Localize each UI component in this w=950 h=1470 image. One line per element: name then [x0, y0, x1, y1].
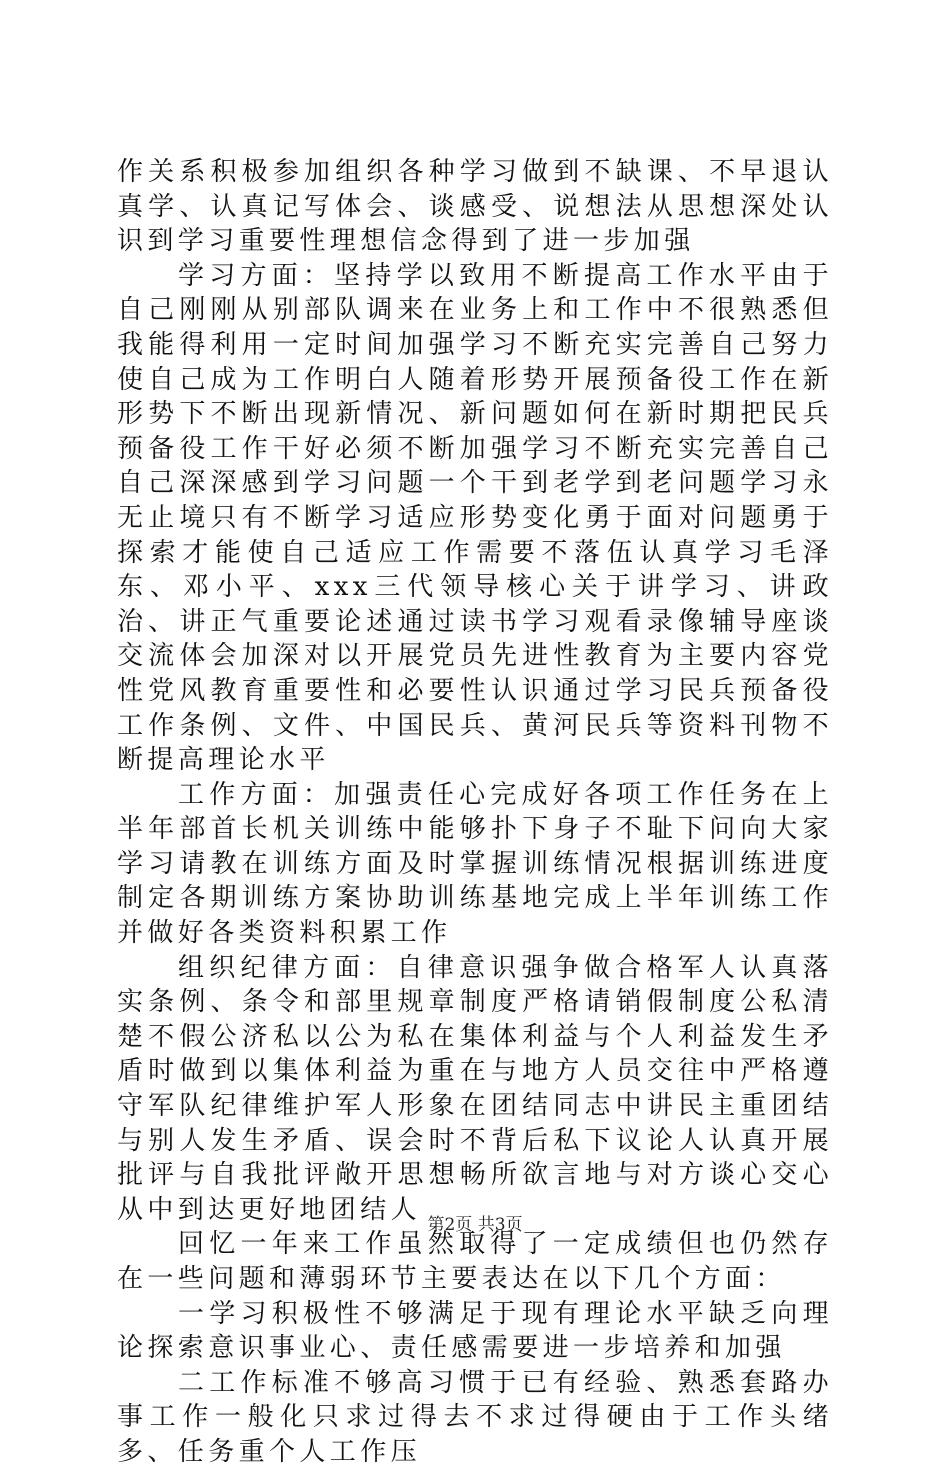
paragraph-continuation: 作关系积极参加组织各种学习做到不缺课、不早退认真学、认真记写体会、谈感受、说想法从思想深处认识到学习重要性理想信念得到了进一步加强: [117, 157, 833, 257]
paragraph-work: 工作方面：加强责任心完成好各项工作任务在上半年部首长机关训练中能够扑下身子不耻下问向大家学习请教在训练方面及时掌握训练情况根据训练进度制定各期训练方案协助训练基地完成上半年训练工作并做好各类资料积累工作: [117, 779, 833, 949]
paragraph-study: 学习方面：坚持学以致用不断提高工作水平由于自己刚刚从别部队调来在业务上和工作中不很熟悉但我能得利用一定时间加强学习不断充实完善自己努力使自己成为工作明白人随着形势开展预备役工作在新形势下不断出现新情况、新问题如何在新时期把民兵预备役工作干好必须不断加强学习不断充实完善自己自己深深感到学习问题一个干到老学到老问题学习永无止境只有不断学习适应形势变化勇于面对问题勇于探索才能使自己适应工作需要不落伍认真学习毛泽东、邓小平、xxx三代领导核心关于讲学习、讲政治、讲正气重要论述通过读书学习观看录像辅导座谈交流体会加深对以开展党员先进性教育为主要内容党性党风教育重要性和必要性认识通过学习民兵预备役工作条例、文件、中国民兵、黄河民兵等资料刊物不断提高理论水平: [117, 260, 833, 776]
paragraph-discipline: 组织纪律方面：自律意识强争做合格军人认真落实条例、条令和部里规章制度严格请销假制度公私清楚不假公济私以公为私在集体利益与个人利益发生矛盾时做到以集体利益为重在与地方人员交往中严格遵守军队纪律维护军人形象在团结同志中讲民主重团结与别人发生矛盾、误会时不背后私下议论人认真开展批评与自我批评敞开思想畅所欲言地与对方谈心交心从中到达更好地团结人: [117, 952, 833, 1225]
document-body: [117, 155, 833, 1470]
paragraph-review: 回忆一年来工作虽然取得了一定成绩但也仍然存在一些问题和薄弱环节主要表达在以下几个方面：: [117, 1229, 833, 1294]
paragraph-issue-one: 一学习积极性不够满足于现有理论水平缺乏向理论探索意识事业心、责任感需要进一步培养和加强: [117, 1298, 833, 1364]
page-number-footer: 第2页 共3页: [427, 1215, 523, 1235]
paragraph-issue-two: 二工作标准不够高习惯于已有经验、熟悉套路办事工作一般化只求过得去不求过得硬由于工作头绪多、任务重个人工作压: [117, 1367, 833, 1467]
